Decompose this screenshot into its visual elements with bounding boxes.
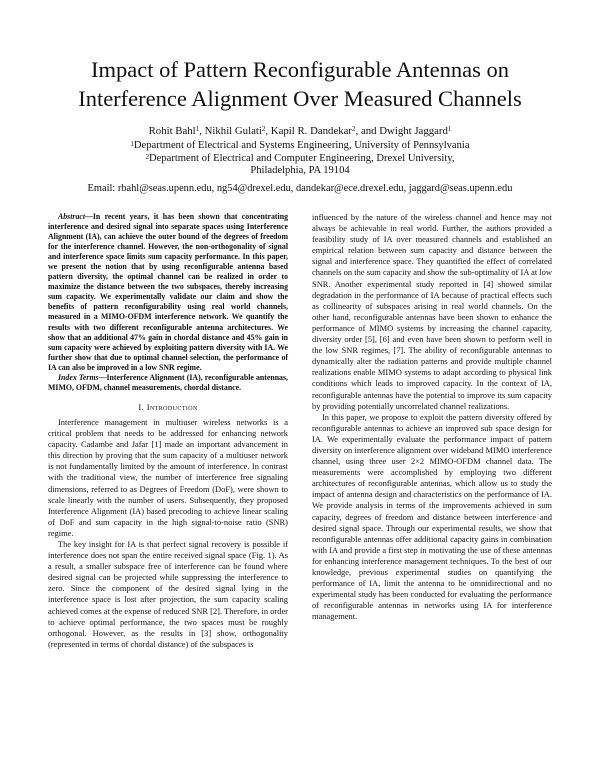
body-paragraph: influenced by the nature of the wireless channel and hence may not always be achievable in real world. Further, the authors provided a feasibility study of IA over measured channels and established an empirical relation between sum capacity and distance between the signal and interference space. They quantified the effect of correlated channels on the sum capacity and show the sub-optimality of IA at low SNR. Another experimental study reported in [4] showed similar degradation in the performance of IA because of practical effects such as collinearity of subspaces arising in real world channels. On the other hand, reconfigurable antennas have been shown to enhance the performance of MIMO systems by increasing the channel capacity, diversity order [5], [6] and even have been shown to perform well in the low SNR regimes, [7]. The ability of reconfigurable antennas to dynamically alter the radiation patterns and provide multiple channel realizations enable MIMO systems to adapt according to physical link conditions which leads to improved capacity. In the context of IA, reconfigurable antennas have the potential to improve its sum capacity by providing potentially uncorrelated channel realizations. bbox=[312, 212, 552, 411]
left-column bbox=[48, 212, 288, 650]
author-name: Rohit Bahl bbox=[148, 125, 196, 137]
author-affil-mark: 1 bbox=[195, 125, 200, 133]
body-paragraph: The key insight for IA is that perfect signal recovery is possible if interference does not span the entire received signal space (Fig. 1). As a result, a smaller subspace free of interference can be found where desired signal can be projected while suppressing the interference to zero. Since the component of the desired signal lying in the interference space is lost after projection, the sum capacity scaling achieved comes at the expense of reduced SNR [2]. Therefore, in order to achieve optimal performance, the two spaces must be roughly orthogonal. However, as the results in [3] show, orthogonality (represented in terms of chordal distance) of the subspaces is bbox=[48, 538, 288, 649]
affiliation-1: $^1$Department of Electrical and Systems Engineering, University of Pennsylvania bbox=[130, 140, 470, 151]
abstract-text: In recent years, it has been shown that concentrating interference and desired signal into separate spaces using Interference Alignment (IA), can achieve the outer bound of the degrees of freedom for the interference channel. However, the non-orthogonality of signal and interference space limits sum capacity performance. In this paper, we present the notion that by using reconfigurable antenna based pattern diversity, the optimal channel can be realized in order to maximize the distance between the two subspaces, thereby increasing sum capacity. We experimentally validate our claim and show the benefits of pattern reconfigurability using real world channels, measured in a MIMO-OFDM interference network. We quantify the results with two different reconfigurable antenna architectures. We show that an additional 47% gain in chordal distance and 45% gain in sum capacity were achieved by exploiting pattern diversity with IA. We further show that due to optimal channel selection, the performance of IA can also be improved in a low SNR regime. bbox=[48, 212, 288, 372]
section-title: Introduction bbox=[146, 401, 198, 412]
paper-title bbox=[40, 55, 560, 113]
author-name: Dwight Jaggard bbox=[379, 125, 448, 137]
affiliation-3: Philadelphia, PA 19104 bbox=[250, 165, 350, 177]
right-column bbox=[312, 212, 552, 622]
abstract: Abstract—In recent years, it has been shown that concentrating interference and desired signal into separate spaces using Interference Alignment (IA), can achieve the outer bound of the degrees of freedom for the interference channel. However, the non-orthogonality of signal and interference space limits sum capacity performance. In this paper, we present the notion that by using reconfigurable antenna based pattern diversity, the optimal channel can be realized in order to maximize the distance between the two subspaces, thereby increasing sum capacity. We experimentally validate our claim and show the benefits of pattern reconfigurability using real world channels, measured in a MIMO-OFDM interference network. We quantify the results with two different reconfigurable antenna architectures. We show that an additional 47% gain in chordal distance and 45% gain in sum capacity were achieved by exploiting pattern diversity with IA. We further show that due to optimal channel selection, the performance of IA can also be improved in a low SNR regime. bbox=[48, 212, 288, 372]
affiliations bbox=[40, 140, 560, 178]
section-numeral: I. bbox=[138, 401, 145, 412]
author-list: Rohit Bahl$^1$, Nikhil Gulati$^2$, Kapil R. Dandekar$^2$, and Dwight Jaggard$^1$ bbox=[148, 125, 452, 137]
author-affil-mark: 2 bbox=[261, 125, 266, 133]
author-name: Kapil R. Dandekar bbox=[270, 125, 353, 137]
abstract-label: Abstract bbox=[58, 212, 86, 221]
author-affil-mark: 1 bbox=[447, 125, 452, 133]
index-terms-label: Index Terms bbox=[58, 372, 99, 382]
title-line-1: Impact of Pattern Reconfigurable Antennas on bbox=[91, 57, 509, 82]
body-paragraph: In this paper, we propose to exploit the pattern diversity offered by reconfigurable antennas to achieve an improved sub space design for IA. We experimentally evaluate the performance impact of pattern diversity on interference alignment over wideband MIMO interference channel, using three user 2×2 MIMO-OFDM channel data. The measurements were accomplished by employing two different architectures of reconfigurable antennas, which allow us to study the impact of antenna design and characteristics on the performance of IA. We provide analysis in terms of the improvements achieved in sum capacity, degrees of freedom and distance between interference and desired signal space. Through our experimental results, we show that reconfigurable antennas offer additional capacity gains in combination with IA and provide a first step in motivating the use of these antennas for enhancing interference management techniques. To the best of our knowledge, previous experimental studies on quantifying the performance of IA, limit the antenna to be omnidirectional and no experimental study has been conducted for evaluating the performance of reconfigurable antennas in networks using IA for interference management. bbox=[312, 411, 552, 622]
section-heading bbox=[48, 402, 288, 413]
title-line-2: Interference Alignment Over Measured Channels bbox=[78, 86, 522, 111]
body-paragraph: Interference management in multiuser wireless networks is a critical problem that needs to be addressed for enhancing network capacity. Cadambe and Jafar [1] made an important advancement in this direction by proving that the sum capacity of a multiuser network is not fundamentally limited by the amount of interference. In contrast with the traditional view, the number of interference free signaling dimensions, referred to as Degrees of Freedom (DoF), were shown to scale linearly with the number of users. Subsequently, they proposed Interference Alignment (IA) based precoding to achieve linear scaling of DoF and sum capacity in the high signal-to-noise ratio (SNR) regime. bbox=[48, 416, 288, 538]
author-emails: Email: rbahl@seas.upenn.edu, ng54@drexel.edu, dandekar@ece.drexel.edu, jaggard@seas.upenn.edu bbox=[87, 183, 513, 194]
affiliation-2: $^2$Department of Electrical and Computer Engineering, Drexel University, bbox=[145, 152, 455, 164]
author-name: Nikhil Gulati bbox=[204, 125, 262, 137]
index-terms: Index Terms—Interference Alignment (IA), reconfigurable antennas, MIMO, OFDM, channel measurements, chordal distance. bbox=[48, 372, 288, 392]
author-affil-mark: 2 bbox=[352, 125, 356, 133]
index-terms-text: Interference Alignment (IA), reconfigurable antennas, MIMO, OFDM, channel measurements, chordal distance. bbox=[48, 372, 288, 392]
